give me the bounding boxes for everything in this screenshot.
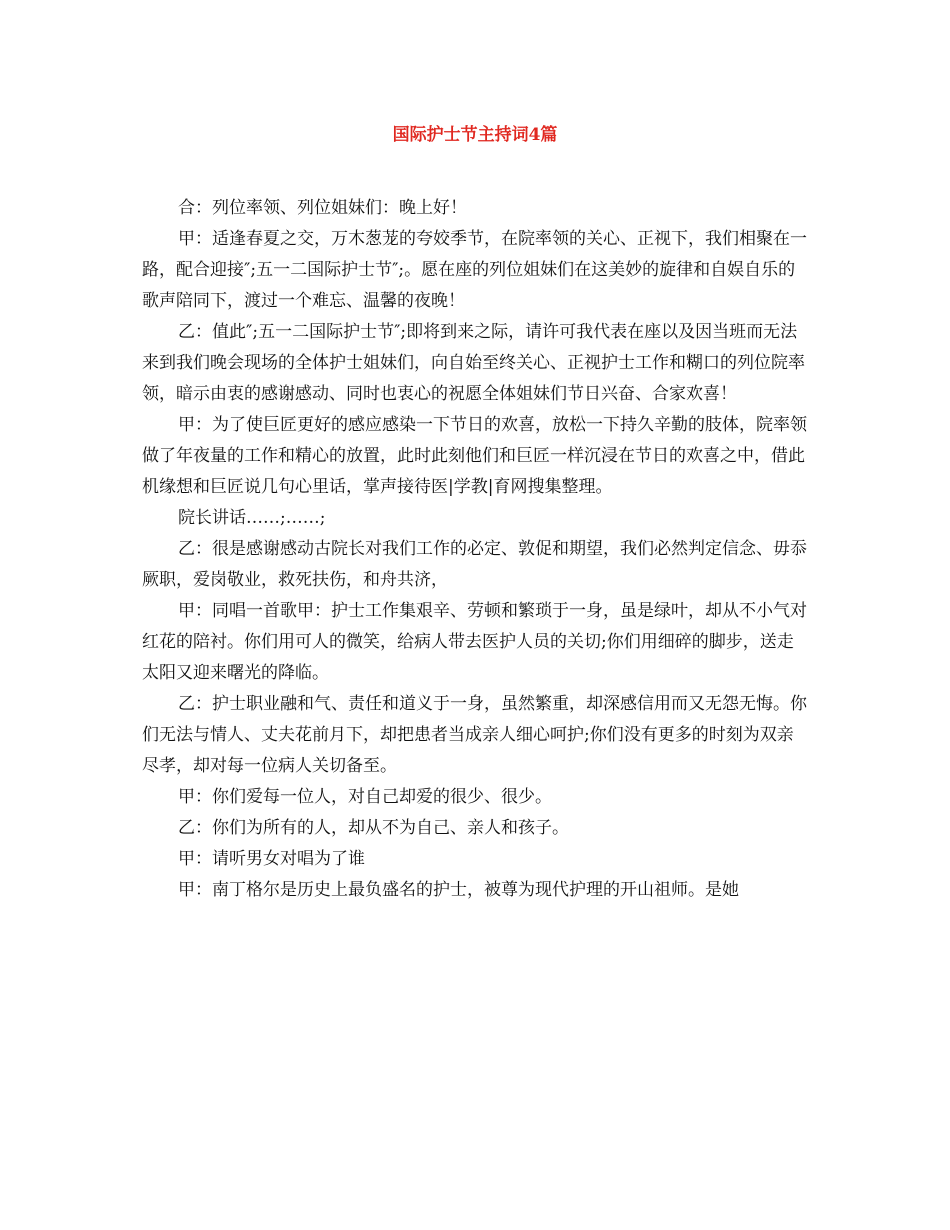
paragraph-dean-speech: 院长讲话……;……; — [178, 508, 326, 528]
paragraph-yi-opening: 乙：值此″;五一二国际护士节″;即将到来之际，请许可我代表在座以及因当班而无法来到我们晚会现场的全体护士姐妹们，向自始至终关心、正视护士工作和糊口的列位院率领，暗示由衷的感谢感动、同时也衷心的祝愿全体姐妹们节日兴奋、合家欢喜！ — [142, 322, 805, 404]
paragraph-yi-everyone: 乙：你们为所有的人，却从不为自己、亲人和孩子。 — [178, 818, 569, 838]
document-body — [142, 193, 810, 906]
paragraph-jia-leaders: 甲：为了使巨匠更好的感应感染一下节日的欢喜，放松一下持久辛勤的肢体，院率领做了年夜量的工作和精心的放置，此时此刻他们和巨匠一样沉浸在节日的欢喜之中，借此机缘想和巨匠说几句心里话，掌声接待医|学教|育网搜集整理。 — [142, 415, 807, 497]
paragraph-jia-opening: 甲：适逢春夏之交，万木葱茏的夸姣季节，在院率领的关心、正视下，我们相聚在一路，配合迎接″;五一二国际护士节″;。愿在座的列位姐妹们在这美妙的旋律和自娱自乐的歌声陪同下，渡过一个难忘、温馨的夜晚！ — [142, 229, 807, 311]
paragraph-yi-profession: 乙：护士职业融和气、责任和道义于一身，虽然繁重，却深感信用而又无怨无悔。你们无法与情人、丈夫花前月下，却把患者当成亲人细心呵护;你们没有更多的时刻为双亲尽孝，却对每一位病人关切备至。 — [142, 694, 807, 776]
document-title: 国际护士节主持词4篇 — [392, 125, 558, 145]
paragraph-greeting: 合：列位率领、列位姐妹们：晚上好！ — [178, 198, 467, 218]
paragraph-jia-song: 甲：同唱一首歌甲：护士工作集艰辛、劳顿和繁琐于一身，虽是绿叶，却从不小气对红花的陪衬。你们用可人的微笑，给病人带去医护人员的关切;你们用细碎的脚步，送走太阳又迎来曙光的降临。 — [142, 601, 807, 683]
paragraph-jia-love: 甲：你们爱每一位人，对自己却爱的很少、很少。 — [178, 787, 552, 807]
paragraph-jia-nightingale: 甲：南丁格尔是历史上最负盛名的护士，被尊为现代护理的开山祖师。是她 — [178, 880, 739, 900]
paragraph-jia-duet: 甲：请听男女对唱为了谁 — [178, 849, 365, 869]
paragraph-yi-thanks: 乙：很是感谢感动古院长对我们工作的必定、敦促和期望，我们必然判定信念、毋忝厥职，爱岗敬业，救死扶伤，和舟共济， — [142, 539, 807, 590]
